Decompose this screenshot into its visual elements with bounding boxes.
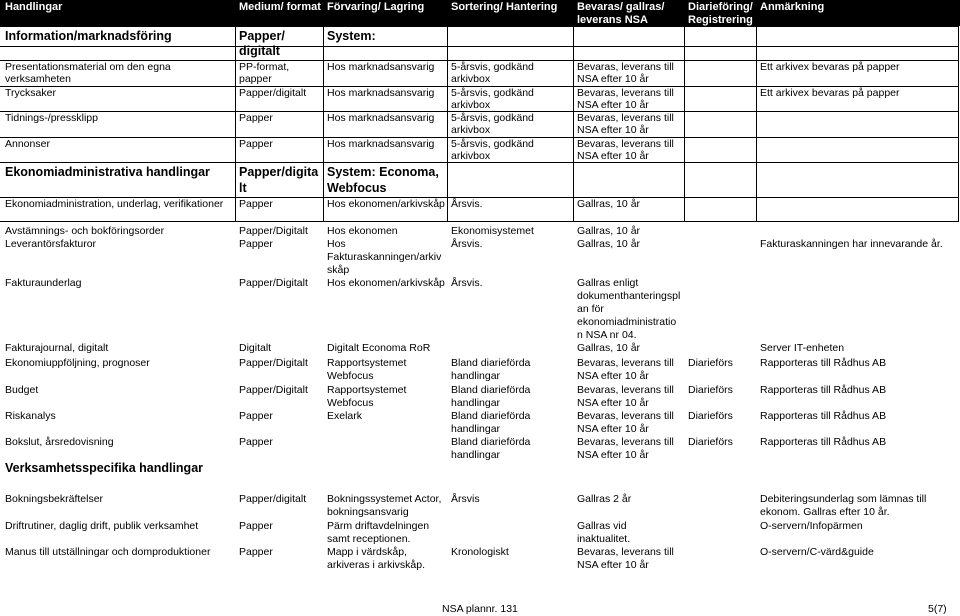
grid-line	[958, 26, 959, 222]
grid-line	[0, 221, 959, 222]
cell-handling: Trycksaker	[5, 87, 56, 99]
cell-sortering: arkivbox	[451, 73, 491, 85]
header-diarieforing-1: Diarieföring/	[688, 1, 753, 13]
cell-medium: Papper/digitalt	[239, 87, 307, 99]
header-sortering: Sortering/ Hantering	[451, 1, 558, 13]
section-title-verksamhet: Verksamhetsspecifika handlingar	[5, 461, 204, 475]
header-bevaras-2: leverans NSA	[577, 14, 648, 26]
cell-bevaras: NSA efter 10 år	[577, 150, 649, 162]
cell-bevaras: Bevaras, leverans till	[577, 384, 674, 396]
cell-bevaras: NSA efter 10 år	[577, 99, 649, 111]
cell-handling: Avstämnings- och bokföringsorder	[5, 225, 165, 237]
cell-sortering: Bland diarieförda	[451, 436, 531, 448]
cell-medium: Papper	[239, 112, 273, 124]
cell-anmarkning: Rapporteras till Rådhus AB	[760, 357, 887, 369]
cell-medium: Papper	[239, 436, 273, 448]
cell-forvaring: Hos ekonomen	[327, 225, 398, 237]
cell-bevaras: Gallras, 10 år	[577, 225, 641, 237]
cell-handling: Fakturaunderlag	[5, 277, 82, 289]
cell-bevaras: dokumenthanteringspl	[577, 290, 681, 302]
cell-sortering: Årsvis.	[451, 277, 483, 289]
cell-bevaras: Bevaras, leverans till	[577, 546, 674, 558]
cell-forvaring: Pärm driftavdelningen	[327, 520, 430, 532]
section-title-info: Information/marknadsföring	[5, 29, 172, 43]
cell-sortering: 5-årsvis, godkänd	[451, 138, 534, 150]
footer-plan-number: NSA plannr. 131	[442, 603, 518, 615]
section-medium-ekonomi-2: lt	[239, 181, 247, 195]
section-title-ekonomi: Ekonomiadministrativa handlingar	[5, 165, 210, 179]
cell-medium: Papper/Digitalt	[239, 225, 308, 237]
cell-medium: Papper/Digitalt	[239, 277, 308, 289]
cell-sortering: Kronologiskt	[451, 546, 509, 558]
cell-forvaring: Hos ekonomen/arkivskåp	[327, 277, 445, 289]
cell-sortering: arkivbox	[451, 99, 491, 111]
section-medium-info-1: Papper/	[239, 29, 285, 43]
header-diarieforing-2: Registrering	[688, 14, 753, 26]
cell-forvaring: Hos ekonomen/arkivskåp	[327, 198, 445, 210]
section-system-ekonomi-1: System: Economa,	[327, 165, 439, 179]
grid-line	[447, 26, 448, 222]
cell-handling: Fakturajournal, digitalt	[5, 342, 109, 354]
cell-forvaring: Hos	[327, 238, 346, 250]
cell-medium: Papper	[239, 520, 273, 532]
cell-medium: Papper	[239, 138, 273, 150]
cell-sortering: Årsvis.	[451, 238, 483, 250]
cell-forvaring: Digitalt Economa RoR	[327, 342, 431, 354]
cell-medium: PP-format,	[239, 61, 290, 73]
cell-forvaring: Webfocus	[327, 397, 374, 409]
cell-bevaras: Bevaras, leverans till	[577, 61, 674, 73]
cell-sortering: Årsvis	[451, 493, 480, 505]
cell-bevaras: Gallras vid	[577, 520, 627, 532]
cell-diarieforing: Diarieförs	[688, 357, 733, 369]
cell-medium: Papper/digitalt	[239, 493, 307, 505]
cell-handling: Annonser	[5, 138, 50, 150]
cell-forvaring: skåp	[327, 264, 350, 276]
cell-handling: Driftrutiner, daglig drift, publik verksamhet	[5, 520, 199, 532]
cell-bevaras: an för	[577, 303, 604, 315]
cell-medium: Papper	[239, 198, 273, 210]
cell-handling: Bokslut, årsredovisning	[5, 436, 114, 448]
cell-medium: Papper	[239, 546, 273, 558]
cell-bevaras: n NSA nr 04.	[577, 329, 637, 341]
grid-line	[235, 26, 236, 222]
cell-anmarkning: Ett arkivex bevaras på papper	[760, 87, 900, 99]
grid-line	[756, 26, 757, 222]
grid-line	[323, 26, 324, 222]
cell-medium: Papper/Digitalt	[239, 384, 308, 396]
header-forvaring: Förvaring/ Lagring	[327, 1, 425, 13]
cell-medium: Papper	[239, 410, 273, 422]
cell-bevaras: Bevaras, leverans till	[577, 357, 674, 369]
cell-anmarkning: Ett arkivex bevaras på papper	[760, 61, 900, 73]
cell-sortering: 5-årsvis, godkänd	[451, 112, 534, 124]
cell-anmarkning: Rapporteras till Rådhus AB	[760, 410, 887, 422]
grid-line	[573, 26, 574, 222]
cell-forvaring: Rapportsystemet	[327, 357, 407, 369]
cell-sortering: Bland diarieförda	[451, 410, 531, 422]
cell-forvaring: Exelark	[327, 410, 363, 422]
cell-diarieforing: Diarieförs	[688, 384, 733, 396]
cell-bevaras: inaktualitet.	[577, 533, 631, 545]
cell-diarieforing: Diarieförs	[688, 410, 733, 422]
section-medium-info-2: digitalt	[239, 44, 280, 58]
cell-sortering: arkivbox	[451, 150, 491, 162]
cell-handling: Budget	[5, 384, 39, 396]
cell-anmarkning: ekonom. Gallras efter 10 år.	[760, 506, 890, 518]
cell-handling: Bokningsbekräftelser	[5, 493, 104, 505]
header-medium: Medium/ format	[239, 1, 321, 13]
cell-forvaring: samt receptionen.	[327, 533, 411, 545]
cell-sortering: 5-årsvis, godkänd	[451, 87, 534, 99]
cell-bevaras: Bevaras, leverans till	[577, 436, 674, 448]
cell-bevaras: Bevaras, leverans till	[577, 410, 674, 422]
cell-forvaring: Webfocus	[327, 370, 374, 382]
cell-forvaring: Mapp i värdskåp,	[327, 546, 407, 558]
cell-diarieforing: Diarieförs	[688, 436, 733, 448]
section-system-info: System:	[327, 29, 376, 43]
cell-bevaras: Gallras, 10 år	[577, 238, 641, 250]
header-anmarkning: Anmärkning	[760, 1, 825, 13]
cell-forvaring: Rapportsystemet	[327, 384, 407, 396]
cell-sortering: handlingar	[451, 397, 501, 409]
cell-bevaras: NSA efter 10 år	[577, 559, 649, 571]
header-bevaras-1: Bevaras/ gallras/	[577, 1, 665, 13]
grid-line	[0, 26, 959, 27]
section-system-ekonomi-2: Webfocus	[327, 181, 387, 195]
cell-sortering: arkivbox	[451, 124, 491, 136]
cell-forvaring: bokningsansvarig	[327, 506, 409, 518]
grid-line	[684, 26, 685, 222]
cell-handling: Ekonomiadministration, underlag, verifikationer	[5, 198, 224, 210]
cell-handling: Ekonomiuppföljning, prognoser	[5, 357, 150, 369]
cell-handling: verksamheten	[5, 73, 71, 85]
cell-bevaras: Bevaras, leverans till	[577, 112, 674, 124]
cell-sortering: handlingar	[451, 449, 501, 461]
cell-handling: Presentationsmaterial om den egna	[5, 61, 171, 73]
cell-medium: Papper	[239, 238, 273, 250]
cell-bevaras: NSA efter 10 år	[577, 397, 649, 409]
cell-forvaring: Fakturaskanningen/arkiv	[327, 251, 442, 263]
cell-sortering: Ekonomisystemet	[451, 225, 534, 237]
cell-forvaring: Hos marknadsansvarig	[327, 138, 435, 150]
cell-bevaras: Bevaras, leverans till	[577, 87, 674, 99]
cell-forvaring: Hos marknadsansvarig	[327, 112, 435, 124]
cell-handling: Leverantörsfakturor	[5, 238, 97, 250]
table-header	[0, 0, 960, 26]
cell-bevaras: Gallras 2 år	[577, 493, 632, 505]
cell-anmarkning: Fakturaskanningen har innevarande år.	[760, 238, 943, 250]
cell-handling: Riskanalys	[5, 410, 56, 422]
section-medium-ekonomi-1: Papper/digita	[239, 165, 319, 179]
cell-forvaring: arkiveras i arkivskåp.	[327, 559, 426, 571]
cell-medium: Papper/Digitalt	[239, 357, 308, 369]
cell-sortering: handlingar	[451, 370, 501, 382]
cell-sortering: Bland diarieförda	[451, 357, 531, 369]
cell-anmarkning: O-servern/C-värd&guide	[760, 546, 874, 558]
footer-page-number: 5(7)	[928, 603, 947, 615]
cell-bevaras: Bevaras, leverans till	[577, 138, 674, 150]
cell-bevaras: NSA efter 10 år	[577, 124, 649, 136]
cell-bevaras: NSA efter 10 år	[577, 423, 649, 435]
cell-bevaras: Gallras, 10 år	[577, 198, 641, 210]
cell-anmarkning: Server IT-enheten	[760, 342, 845, 354]
cell-sortering: handlingar	[451, 423, 501, 435]
cell-forvaring: Bokningssystemet Actor,	[327, 493, 442, 505]
cell-sortering: Årsvis.	[451, 198, 483, 210]
cell-anmarkning: Debiteringsunderlag som lämnas till	[760, 493, 927, 505]
cell-medium: Digitalt	[239, 342, 272, 354]
cell-sortering: Bland diarieförda	[451, 384, 531, 396]
cell-anmarkning: Rapporteras till Rådhus AB	[760, 384, 887, 396]
cell-bevaras: NSA efter 10 år	[577, 449, 649, 461]
cell-handling: Tidnings-/pressklipp	[5, 112, 98, 124]
header-handlingar: Handlingar	[5, 1, 63, 13]
cell-medium: papper	[239, 73, 272, 85]
cell-anmarkning: Rapporteras till Rådhus AB	[760, 436, 887, 448]
cell-bevaras: NSA efter 10 år	[577, 73, 649, 85]
cell-forvaring: Hos marknadsansvarig	[327, 61, 435, 73]
grid-line	[0, 46, 959, 47]
cell-bevaras: ekonomiadministratio	[577, 316, 677, 328]
cell-bevaras: Gallras enligt	[577, 277, 639, 289]
cell-handling: Manus till utställningar och domproduktioner	[5, 546, 211, 558]
cell-anmarkning: O-servern/Infopärmen	[760, 520, 863, 532]
cell-forvaring: Hos marknadsansvarig	[327, 87, 435, 99]
cell-sortering: 5-årsvis, godkänd	[451, 61, 534, 73]
cell-bevaras: NSA efter 10 år	[577, 370, 649, 382]
cell-bevaras: Gallras, 10 år	[577, 342, 641, 354]
